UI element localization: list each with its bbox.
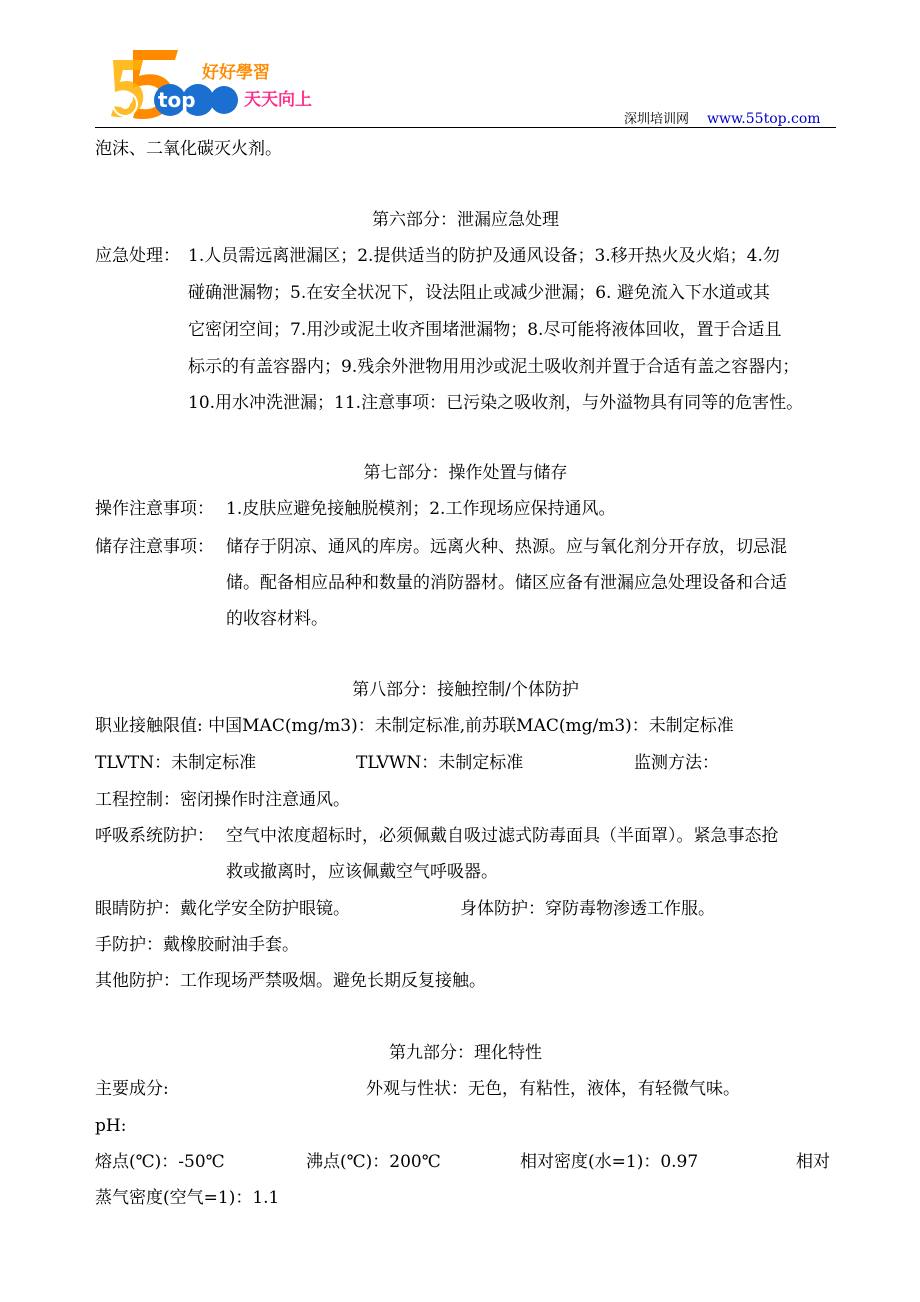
section-6-line: 碰确泄漏物；5.在安全状况下，设法阻止或减少泄漏；6. 避免流入下水道或其	[188, 283, 770, 303]
site-name: 深圳培训网	[624, 112, 690, 127]
melting-point: 熔点(℃)：-50℃	[95, 1152, 225, 1172]
respiratory-line: 救或撤离时，应该佩戴空气呼吸器。	[226, 862, 498, 882]
logo-slogan-bottom: 天天向上	[244, 90, 312, 110]
operation-text: 1.皮肤应避免接触脱模剂；2.工作现场应保持通风。	[226, 499, 616, 519]
header-divider	[95, 127, 836, 128]
appearance: 外观与性状：无色，有粘性，液体，有轻微气味。	[366, 1079, 740, 1099]
monitor-method: 监测方法：	[634, 753, 719, 773]
section-6-line: 它密闭空间；7.用沙或泥土收齐围堵泄漏物；8.尽可能将液体回收，置于合适且	[188, 320, 782, 340]
ph-value: pH:	[95, 1116, 127, 1136]
storage-label: 储存注意事项：	[95, 537, 214, 557]
section-6-line: 1.人员需远离泄漏区；2.提供适当的防护及通风设备；3.移开热火及火焰；4.勿	[188, 246, 780, 266]
intro-line: 泡沫、二氧化碳灭火剂。	[95, 139, 282, 159]
eye-protection: 眼睛防护：戴化学安全防护眼镜。	[95, 899, 350, 919]
svg-text:top: top	[158, 88, 196, 112]
body-protection: 身体防护：穿防毒物渗透工作服。	[460, 899, 715, 919]
storage-line: 储。配备相应品种和数量的消防器材。储区应备有泄漏应急处理设备和合适	[226, 573, 787, 593]
relative-density: 相对密度(水=1)：0.97	[520, 1152, 699, 1172]
main-component: 主要成分:	[95, 1079, 169, 1099]
hand-protection: 手防护：戴橡胶耐油手套。	[95, 935, 299, 955]
respiratory-line: 空气中浓度超标时，必须佩戴自吸过滤式防毒面具（半面罩）。紧急事态抢	[226, 826, 779, 846]
section-7-title: 第七部分：操作处置与储存	[363, 463, 568, 483]
tlvtn: TLVTN：未制定标准	[95, 753, 257, 773]
logo-slogan-top: 好好學習	[202, 63, 270, 83]
section-6-title: 第六部分：泄漏应急处理	[372, 210, 559, 230]
logo-top-icon	[150, 80, 240, 120]
section-6-label: 应急处理：	[95, 246, 180, 266]
vapor-density: 蒸气密度(空气=1)：1.1	[95, 1188, 280, 1208]
section-9-title: 第九部分：理化特性	[389, 1043, 542, 1063]
tlvwn: TLVWN：未制定标准	[356, 753, 524, 773]
engineering-control: 工程控制：密闭操作时注意通风。	[95, 790, 350, 810]
storage-line: 储存于阴凉、通风的库房。远离火种、热源。应与氧化剂分开存放，切忌混	[226, 537, 787, 557]
other-protection: 其他防护：工作现场严禁吸烟。避免长期反复接触。	[95, 971, 486, 991]
section-6-line: 10.用水冲洗泄漏；11.注意事项：已污染之吸收剂，与外溢物具有同等的危害性。	[188, 393, 804, 413]
exposure-limit: 职业接触限值: 中国MAC(mg/m3)：未制定标准,前苏联MAC(mg/m3)：未制定标准	[95, 716, 734, 736]
relative-label: 相对	[796, 1152, 830, 1172]
section-6-line: 标示的有盖容器内；9.残余外泄物用用沙或泥土吸收剂并置于合适有盖之容器内；	[188, 357, 800, 377]
respiratory-label: 呼吸系统防护：	[95, 826, 214, 846]
site-url-link[interactable]: www.55top.com	[707, 111, 821, 127]
operation-label: 操作注意事项：	[95, 499, 214, 519]
site-info	[624, 108, 821, 127]
section-8-title: 第八部分：接触控制/个体防护	[352, 680, 579, 700]
boiling-point: 沸点(℃)：200℃	[306, 1152, 441, 1172]
storage-line: 的收容材料。	[226, 609, 328, 629]
